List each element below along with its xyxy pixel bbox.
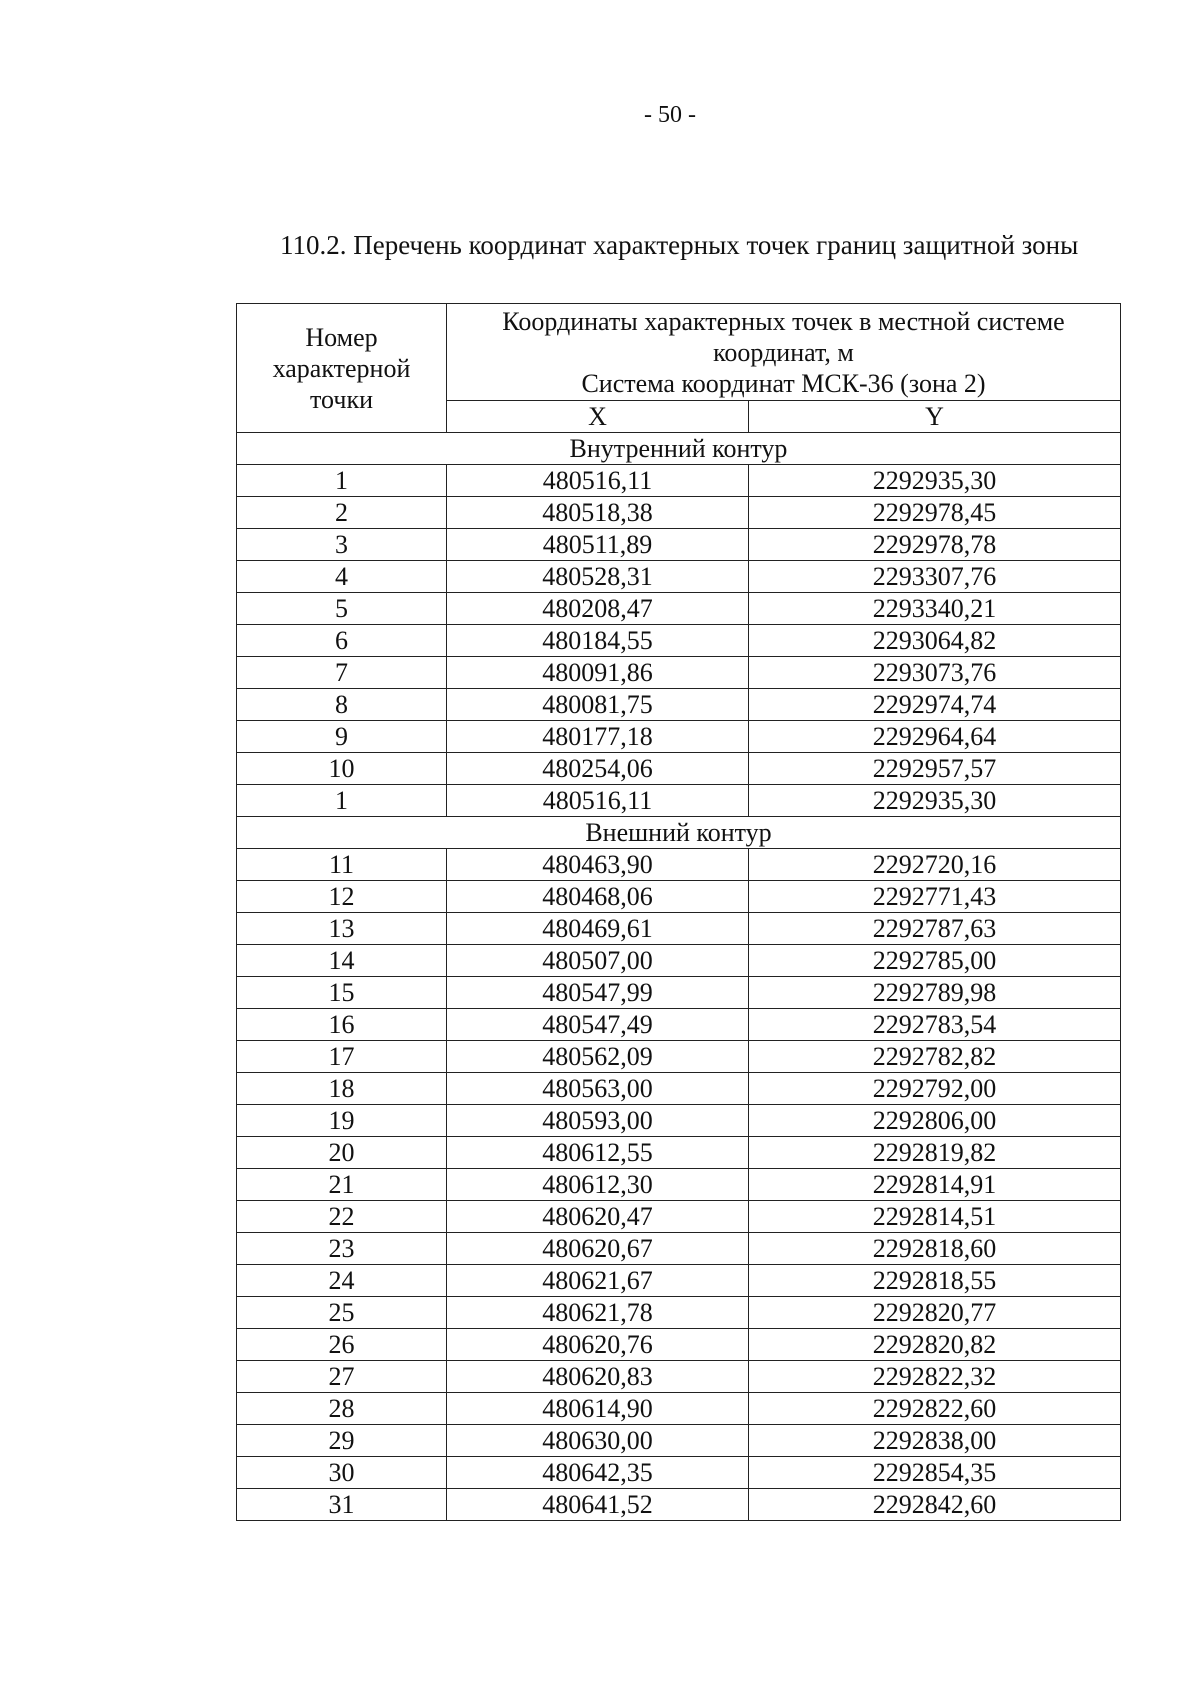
table-row bbox=[237, 1329, 1121, 1361]
point-number-cell: 6 bbox=[237, 625, 447, 657]
x-coordinate-cell: 480612,30 bbox=[447, 1169, 749, 1201]
x-coordinate-cell: 480254,06 bbox=[447, 753, 749, 785]
section-row bbox=[237, 817, 1121, 849]
x-coordinate-cell: 480507,00 bbox=[447, 945, 749, 977]
y-coordinate-cell: 2292792,00 bbox=[749, 1073, 1121, 1105]
table-row bbox=[237, 977, 1121, 1009]
y-coordinate-cell: 2292814,51 bbox=[749, 1201, 1121, 1233]
y-coordinate-cell: 2292935,30 bbox=[749, 465, 1121, 497]
y-coordinate-cell: 2292820,77 bbox=[749, 1297, 1121, 1329]
point-number-cell: 11 bbox=[237, 849, 447, 881]
section-title-cell: Внутренний контур bbox=[237, 433, 1121, 465]
table-row bbox=[237, 849, 1121, 881]
y-coordinate-cell: 2292789,98 bbox=[749, 977, 1121, 1009]
x-coordinate-cell: 480091,86 bbox=[447, 657, 749, 689]
point-number-cell: 3 bbox=[237, 529, 447, 561]
point-number-cell: 2 bbox=[237, 497, 447, 529]
table-row bbox=[237, 1105, 1121, 1137]
section-title-cell: Внешний контур bbox=[237, 817, 1121, 849]
point-number-cell: 8 bbox=[237, 689, 447, 721]
y-coordinate-cell: 2293340,21 bbox=[749, 593, 1121, 625]
x-coordinate-cell: 480620,47 bbox=[447, 1201, 749, 1233]
table-row bbox=[237, 1233, 1121, 1265]
y-coordinate-cell: 2292783,54 bbox=[749, 1009, 1121, 1041]
table-row bbox=[237, 1073, 1121, 1105]
page-number: - 50 - bbox=[644, 102, 696, 128]
y-coordinate-cell: 2292974,74 bbox=[749, 689, 1121, 721]
x-coordinate-cell: 480620,83 bbox=[447, 1361, 749, 1393]
x-coordinate-cell: 480518,38 bbox=[447, 497, 749, 529]
point-number-cell: 22 bbox=[237, 1201, 447, 1233]
header-point-number-line: Номер bbox=[305, 322, 378, 352]
section-title: 110.2. Перечень координат характерных точек границ защитной зоны bbox=[280, 230, 1079, 260]
section-row bbox=[237, 433, 1121, 465]
table-row bbox=[237, 1041, 1121, 1073]
x-coordinate-cell: 480620,67 bbox=[447, 1233, 749, 1265]
point-number-cell: 31 bbox=[237, 1489, 447, 1521]
header-point-number-line: точки bbox=[310, 384, 373, 414]
point-number-cell: 1 bbox=[237, 465, 447, 497]
header-coordinates-line: Система координат МСК-36 (зона 2) bbox=[581, 368, 986, 398]
point-number-cell: 5 bbox=[237, 593, 447, 625]
point-number-cell: 15 bbox=[237, 977, 447, 1009]
point-number-cell: 24 bbox=[237, 1265, 447, 1297]
table-row bbox=[237, 1425, 1121, 1457]
y-coordinate-cell: 2292785,00 bbox=[749, 945, 1121, 977]
point-number-cell: 19 bbox=[237, 1105, 447, 1137]
table-row bbox=[237, 1393, 1121, 1425]
x-coordinate-cell: 480516,11 bbox=[447, 785, 749, 817]
table-row bbox=[237, 465, 1121, 497]
y-coordinate-cell: 2292854,35 bbox=[749, 1457, 1121, 1489]
table-row bbox=[237, 1297, 1121, 1329]
x-coordinate-cell: 480562,09 bbox=[447, 1041, 749, 1073]
table-row bbox=[237, 497, 1121, 529]
header-coordinates-line: координат, м bbox=[713, 337, 854, 367]
x-coordinate-cell: 480630,00 bbox=[447, 1425, 749, 1457]
y-coordinate-cell: 2292818,60 bbox=[749, 1233, 1121, 1265]
x-coordinate-cell: 480642,35 bbox=[447, 1457, 749, 1489]
header-y: Y bbox=[749, 401, 1121, 433]
y-coordinate-cell: 2292935,30 bbox=[749, 785, 1121, 817]
point-number-cell: 20 bbox=[237, 1137, 447, 1169]
x-coordinate-cell: 480469,61 bbox=[447, 913, 749, 945]
point-number-cell: 27 bbox=[237, 1361, 447, 1393]
table-row bbox=[237, 529, 1121, 561]
x-coordinate-cell: 480528,31 bbox=[447, 561, 749, 593]
x-coordinate-cell: 480547,99 bbox=[447, 977, 749, 1009]
y-coordinate-cell: 2292957,57 bbox=[749, 753, 1121, 785]
header-point-number bbox=[237, 304, 447, 433]
point-number-cell: 30 bbox=[237, 1457, 447, 1489]
point-number-cell: 23 bbox=[237, 1233, 447, 1265]
x-coordinate-cell: 480614,90 bbox=[447, 1393, 749, 1425]
header-x: X bbox=[447, 401, 749, 433]
x-coordinate-cell: 480620,76 bbox=[447, 1329, 749, 1361]
x-coordinate-cell: 480621,67 bbox=[447, 1265, 749, 1297]
y-coordinate-cell: 2292771,43 bbox=[749, 881, 1121, 913]
table-row bbox=[237, 721, 1121, 753]
point-number-cell: 12 bbox=[237, 881, 447, 913]
table-row bbox=[237, 1265, 1121, 1297]
point-number-cell: 21 bbox=[237, 1169, 447, 1201]
y-coordinate-cell: 2292782,82 bbox=[749, 1041, 1121, 1073]
x-coordinate-cell: 480208,47 bbox=[447, 593, 749, 625]
header-coordinates-line: Координаты характерных точек в местной системе bbox=[502, 306, 1065, 336]
y-coordinate-cell: 2292842,60 bbox=[749, 1489, 1121, 1521]
x-coordinate-cell: 480184,55 bbox=[447, 625, 749, 657]
table-row bbox=[237, 881, 1121, 913]
table-row bbox=[237, 1361, 1121, 1393]
table-header bbox=[237, 304, 1121, 433]
y-coordinate-cell: 2292818,55 bbox=[749, 1265, 1121, 1297]
y-coordinate-cell: 2292806,00 bbox=[749, 1105, 1121, 1137]
x-coordinate-cell: 480612,55 bbox=[447, 1137, 749, 1169]
y-coordinate-cell: 2292964,64 bbox=[749, 721, 1121, 753]
point-number-cell: 9 bbox=[237, 721, 447, 753]
point-number-cell: 18 bbox=[237, 1073, 447, 1105]
x-coordinate-cell: 480547,49 bbox=[447, 1009, 749, 1041]
table-row bbox=[237, 561, 1121, 593]
x-coordinate-cell: 480177,18 bbox=[447, 721, 749, 753]
table-row bbox=[237, 1201, 1121, 1233]
point-number-cell: 16 bbox=[237, 1009, 447, 1041]
y-coordinate-cell: 2293307,76 bbox=[749, 561, 1121, 593]
x-coordinate-cell: 480081,75 bbox=[447, 689, 749, 721]
y-coordinate-cell: 2292819,82 bbox=[749, 1137, 1121, 1169]
table-row bbox=[237, 593, 1121, 625]
header-coordinates bbox=[447, 304, 1121, 401]
header-point-number-line: характерной bbox=[272, 353, 411, 383]
table-row bbox=[237, 1009, 1121, 1041]
table-row bbox=[237, 945, 1121, 977]
x-coordinate-cell: 480463,90 bbox=[447, 849, 749, 881]
table-row bbox=[237, 689, 1121, 721]
point-number-cell: 29 bbox=[237, 1425, 447, 1457]
table-row bbox=[237, 625, 1121, 657]
x-coordinate-cell: 480641,52 bbox=[447, 1489, 749, 1521]
point-number-cell: 1 bbox=[237, 785, 447, 817]
y-coordinate-cell: 2292978,78 bbox=[749, 529, 1121, 561]
y-coordinate-cell: 2292720,16 bbox=[749, 849, 1121, 881]
table-row bbox=[237, 1137, 1121, 1169]
y-coordinate-cell: 2292787,63 bbox=[749, 913, 1121, 945]
point-number-cell: 10 bbox=[237, 753, 447, 785]
table-row bbox=[237, 913, 1121, 945]
point-number-cell: 17 bbox=[237, 1041, 447, 1073]
y-coordinate-cell: 2292978,45 bbox=[749, 497, 1121, 529]
table-row bbox=[237, 657, 1121, 689]
x-coordinate-cell: 480563,00 bbox=[447, 1073, 749, 1105]
y-coordinate-cell: 2292814,91 bbox=[749, 1169, 1121, 1201]
table-row bbox=[237, 1457, 1121, 1489]
point-number-cell: 26 bbox=[237, 1329, 447, 1361]
y-coordinate-cell: 2292822,32 bbox=[749, 1361, 1121, 1393]
y-coordinate-cell: 2292838,00 bbox=[749, 1425, 1121, 1457]
point-number-cell: 25 bbox=[237, 1297, 447, 1329]
x-coordinate-cell: 480593,00 bbox=[447, 1105, 749, 1137]
table-row bbox=[237, 785, 1121, 817]
x-coordinate-cell: 480516,11 bbox=[447, 465, 749, 497]
y-coordinate-cell: 2293064,82 bbox=[749, 625, 1121, 657]
point-number-cell: 4 bbox=[237, 561, 447, 593]
table-row bbox=[237, 1489, 1121, 1521]
table-row bbox=[237, 753, 1121, 785]
y-coordinate-cell: 2292820,82 bbox=[749, 1329, 1121, 1361]
table-row bbox=[237, 1169, 1121, 1201]
y-coordinate-cell: 2292822,60 bbox=[749, 1393, 1121, 1425]
x-coordinate-cell: 480511,89 bbox=[447, 529, 749, 561]
point-number-cell: 7 bbox=[237, 657, 447, 689]
y-coordinate-cell: 2293073,76 bbox=[749, 657, 1121, 689]
x-coordinate-cell: 480468,06 bbox=[447, 881, 749, 913]
point-number-cell: 14 bbox=[237, 945, 447, 977]
table-body bbox=[237, 433, 1121, 1521]
x-coordinate-cell: 480621,78 bbox=[447, 1297, 749, 1329]
point-number-cell: 13 bbox=[237, 913, 447, 945]
point-number-cell: 28 bbox=[237, 1393, 447, 1425]
coordinates-table bbox=[236, 303, 1121, 1521]
